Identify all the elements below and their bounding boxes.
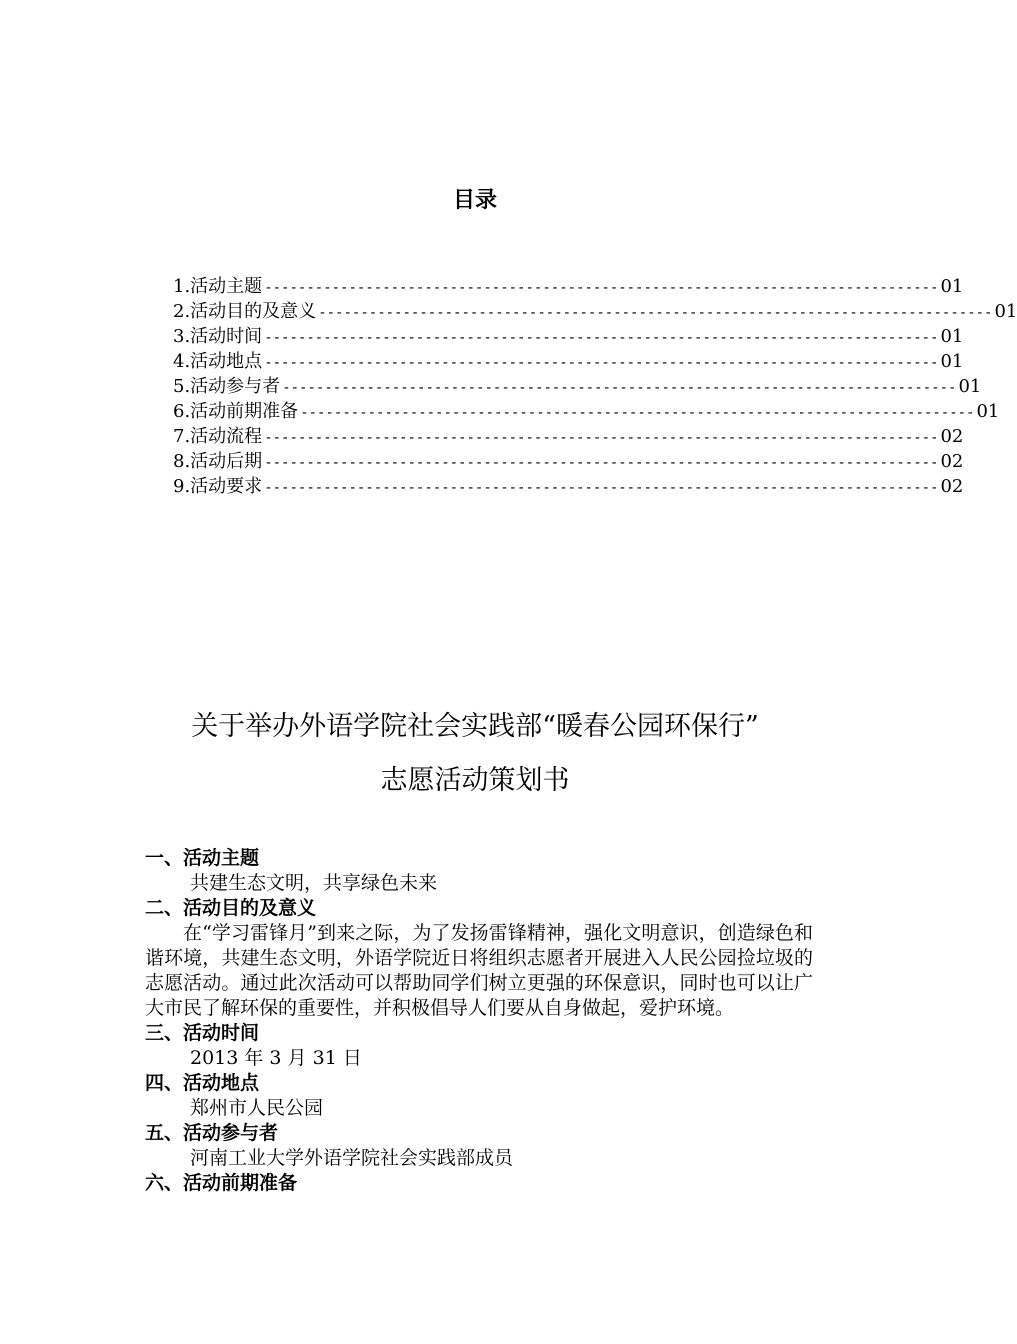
toc-item[interactable]: [173, 449, 964, 474]
toc-item[interactable]: [173, 324, 964, 349]
section-text-theme: 共建生态文明，共享绿色未来: [190, 872, 438, 894]
toc-item-page: 01: [958, 376, 982, 397]
toc-leader: --------------------------------------------------------------------------------: [264, 480, 939, 496]
toc-item[interactable]: [173, 374, 982, 399]
toc-item-label: 6.活动前期准备: [173, 401, 299, 422]
toc-item[interactable]: [173, 474, 964, 499]
toc-item-page: 02: [940, 476, 964, 497]
toc-item-page: 01: [994, 301, 1017, 322]
toc-title: 目录: [452, 188, 497, 213]
toc-item-page: 01: [940, 351, 964, 372]
section-heading-purpose: 二、活动目的及意义: [145, 897, 317, 919]
toc-leader: --------------------------------------------------------------------------------: [282, 380, 957, 396]
section-text-time: 2013 年 3 月 31 日: [190, 1047, 362, 1069]
toc-item-page: 01: [940, 276, 964, 297]
section-text-participants: 河南工业大学外语学院社会实践部成员: [190, 1147, 514, 1169]
section-heading-theme: 一、活动主题: [145, 847, 260, 869]
section-text-location: 郑州市人民公园: [190, 1097, 324, 1119]
toc-item[interactable]: [173, 349, 964, 374]
toc-leader: --------------------------------------------------------------------------------: [264, 280, 939, 296]
toc-leader: --------------------------------------------------------------------------------: [300, 405, 975, 421]
toc-item-label: 8.活动后期: [173, 451, 263, 472]
toc-item[interactable]: [173, 274, 964, 299]
section-text-purpose: 在“学习雷锋月”到来之际，为了发扬雷锋精神，强化文明意识，创造绿色和谐环境，共建生态文明，外语学院近日将组织志愿者开展进入人民公园捡垃圾的志愿活动。通过此次活动可以帮助同学们树立更强的环保意识，同时也可以让广大市民了解环保的重要性，并积极倡导人们要从自身做起，爱护环境。: [145, 922, 813, 1019]
section-heading-time: 三、活动时间: [145, 1022, 260, 1044]
toc-leader: --------------------------------------------------------------------------------: [264, 430, 939, 446]
toc-item-page: 01: [940, 326, 964, 347]
toc-leader: --------------------------------------------------------------------------------: [318, 305, 993, 321]
toc-item-page: 01: [976, 401, 1000, 422]
toc-item-label: 4.活动地点: [173, 351, 263, 372]
toc-item-label: 5.活动参与者: [173, 376, 281, 397]
toc-item-label: 1.活动主题: [173, 276, 263, 297]
document-title: [0, 700, 950, 808]
toc-item[interactable]: [173, 299, 1017, 324]
toc-item-label: 7.活动流程: [173, 426, 263, 447]
toc-item-label: 2.活动目的及意义: [173, 301, 317, 322]
section-heading-preparation: 六、活动前期准备: [145, 1172, 298, 1194]
toc-item-label: 3.活动时间: [173, 326, 263, 347]
toc-item[interactable]: [173, 424, 964, 449]
document-title-line2: 志愿活动策划书: [380, 765, 570, 796]
toc-leader: --------------------------------------------------------------------------------: [264, 355, 939, 371]
toc-item[interactable]: [173, 399, 1000, 424]
toc-list: [173, 274, 1017, 499]
document-body: [145, 846, 813, 1196]
document-title-line1: 关于举办外语学院社会实践部“暖春公园环保行”: [191, 711, 759, 742]
toc-item-page: 02: [940, 426, 964, 447]
section-heading-participants: 五、活动参与者: [145, 1122, 279, 1144]
toc-leader: --------------------------------------------------------------------------------: [264, 330, 939, 346]
toc-item-page: 02: [940, 451, 964, 472]
section-heading-location: 四、活动地点: [145, 1072, 260, 1094]
toc-item-label: 9.活动要求: [173, 476, 263, 497]
toc-leader: --------------------------------------------------------------------------------: [264, 455, 939, 471]
